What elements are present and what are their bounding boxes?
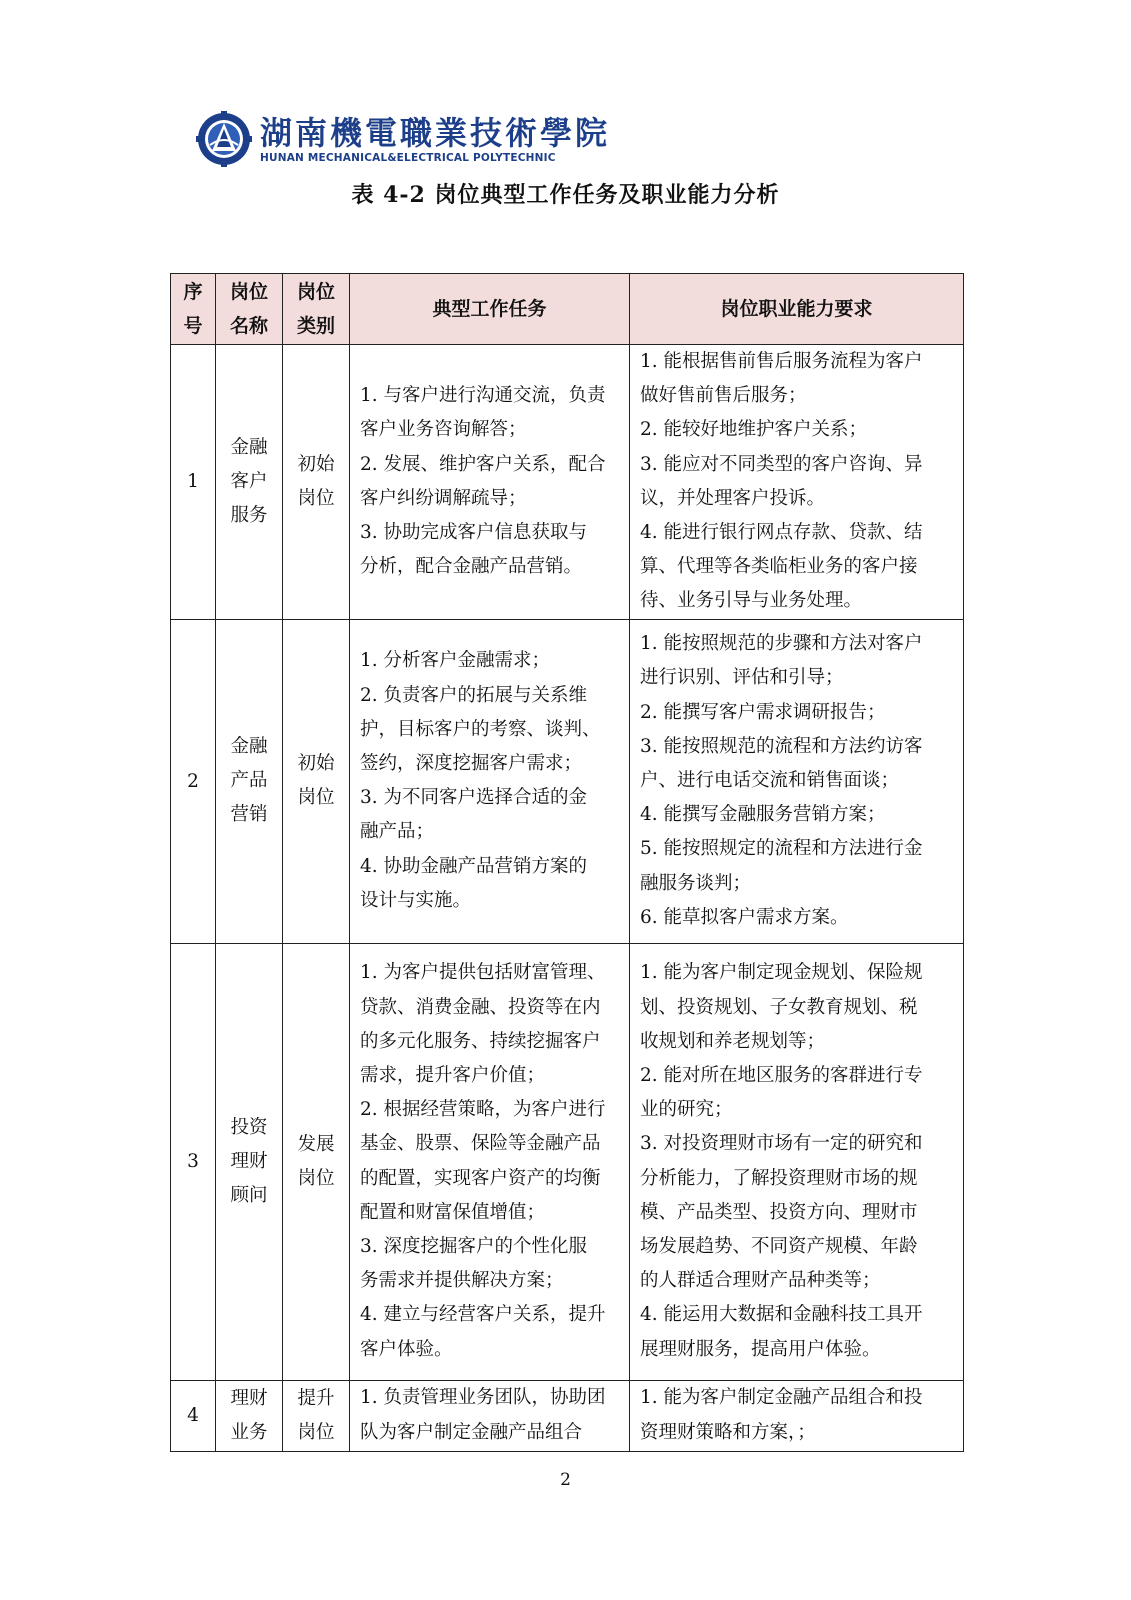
row-no: 2 — [171, 619, 216, 943]
header-typical-tasks: 典型工作任务 — [350, 274, 630, 345]
header-ability-requirements: 岗位职业能力要求 — [630, 274, 964, 345]
table-row — [171, 943, 964, 1380]
page-number: 2 — [560, 1470, 571, 1490]
row-position-name: 金融 客户 服务 — [216, 345, 283, 620]
school-name-chinese: 湖南機電職業技術學院 — [260, 114, 611, 152]
table-row — [171, 1380, 964, 1451]
table-header-row — [171, 274, 964, 345]
row-position-type: 提升 岗位 — [283, 1380, 350, 1451]
table-row — [171, 345, 964, 620]
header-no: 序 号 — [171, 274, 216, 345]
row-tasks: 1. 与客户进行沟通交流，负责 客户业务咨询解答； 2. 发展、维护客户关系，配合 客户纠纷调解疏导； 3. 协助完成客户信息获取与 分析，配合金融产品营销。 — [350, 345, 630, 620]
row-tasks: 1. 分析客户金融需求； 2. 负责客户的拓展与关系维 护，目标客户的考察、谈判、 签约，深度挖掘客户需求； 3. 为不同客户选择合适的金 融产品； 4. 协助金融产品营销方案的 设计与实施。 — [350, 619, 630, 943]
row-position-name: 金融 产品 营销 — [216, 619, 283, 943]
row-position-name: 投资 理财 顾问 — [216, 943, 283, 1380]
row-position-type: 初始 岗位 — [283, 345, 350, 620]
table-title: 表 4-2 岗位典型工作任务及职业能力分析 — [351, 182, 780, 208]
table-row — [171, 619, 964, 943]
row-position-type: 发展 岗位 — [283, 943, 350, 1380]
row-position-name: 理财 业务 — [216, 1380, 283, 1451]
row-requirements: 1. 能为客户制定金融产品组合和投 资理财策略和方案，； — [630, 1380, 964, 1451]
row-no: 3 — [171, 943, 216, 1380]
row-tasks: 1. 负责管理业务团队，协助团 队为客户制定金融产品组合 — [350, 1380, 630, 1451]
row-requirements: 1. 能为客户制定现金规划、保险规 划、投资规划、子女教育规划、税 收规划和养老规划等； 2. 能对所在地区服务的客群进行专 业的研究； 3. 对投资理财市场有一定的研究和 分析能力，了解投资理财市场的规 模、产品类型、投资方向、理财市 场发展趋势、不同资产规模、年龄 的人群适合理财产品种类等； 4. 能运用大数据和金融科技工具开 展理财服务，提高用户体验。 — [630, 943, 964, 1380]
header-position-name: 岗位 名称 — [216, 274, 283, 345]
school-name-english: HUNAN MECHANICAL&ELECTRICAL POLYTECHNIC — [260, 152, 556, 164]
row-no: 4 — [171, 1380, 216, 1451]
school-header — [196, 108, 610, 170]
row-requirements: 1. 能按照规范的步骤和方法对客户 进行识别、评估和引导； 2. 能撰写客户需求调研报告； 3. 能按照规范的流程和方法约访客 户、进行电话交流和销售面谈； 4. 能撰写金融服务营销方案； 5. 能按照规定的流程和方法进行金 融服务谈判； 6. 能草拟客户需求方案。 — [630, 619, 964, 943]
header-position-type: 岗位 类别 — [283, 274, 350, 345]
row-requirements: 1. 能根据售前售后服务流程为客户 做好售前售后服务； 2. 能较好地维护客户关系； 3. 能应对不同类型的客户咨询、异 议，并处理客户投诉。 4. 能进行银行网点存款、贷款、结 算、代理等各类临柜业务的客户接 待、业务引导与业务处理。 — [630, 345, 964, 620]
job-analysis-table — [170, 273, 964, 1452]
row-tasks: 1. 为客户提供包括财富管理、 贷款、消费金融、投资等在内 的多元化服务、持续挖掘客户 需求，提升客户价值； 2. 根据经营策略，为客户进行 基金、股票、保险等金融产品 的配置，实现客户资产的均衡 配置和财富保值增值； 3. 深度挖掘客户的个性化服 务需求并提供解决方案； 4. 建立与经营客户关系，提升 客户体验。 — [350, 943, 630, 1380]
row-no: 1 — [171, 345, 216, 620]
row-position-type: 初始 岗位 — [283, 619, 350, 943]
school-emblem-icon — [196, 111, 252, 167]
